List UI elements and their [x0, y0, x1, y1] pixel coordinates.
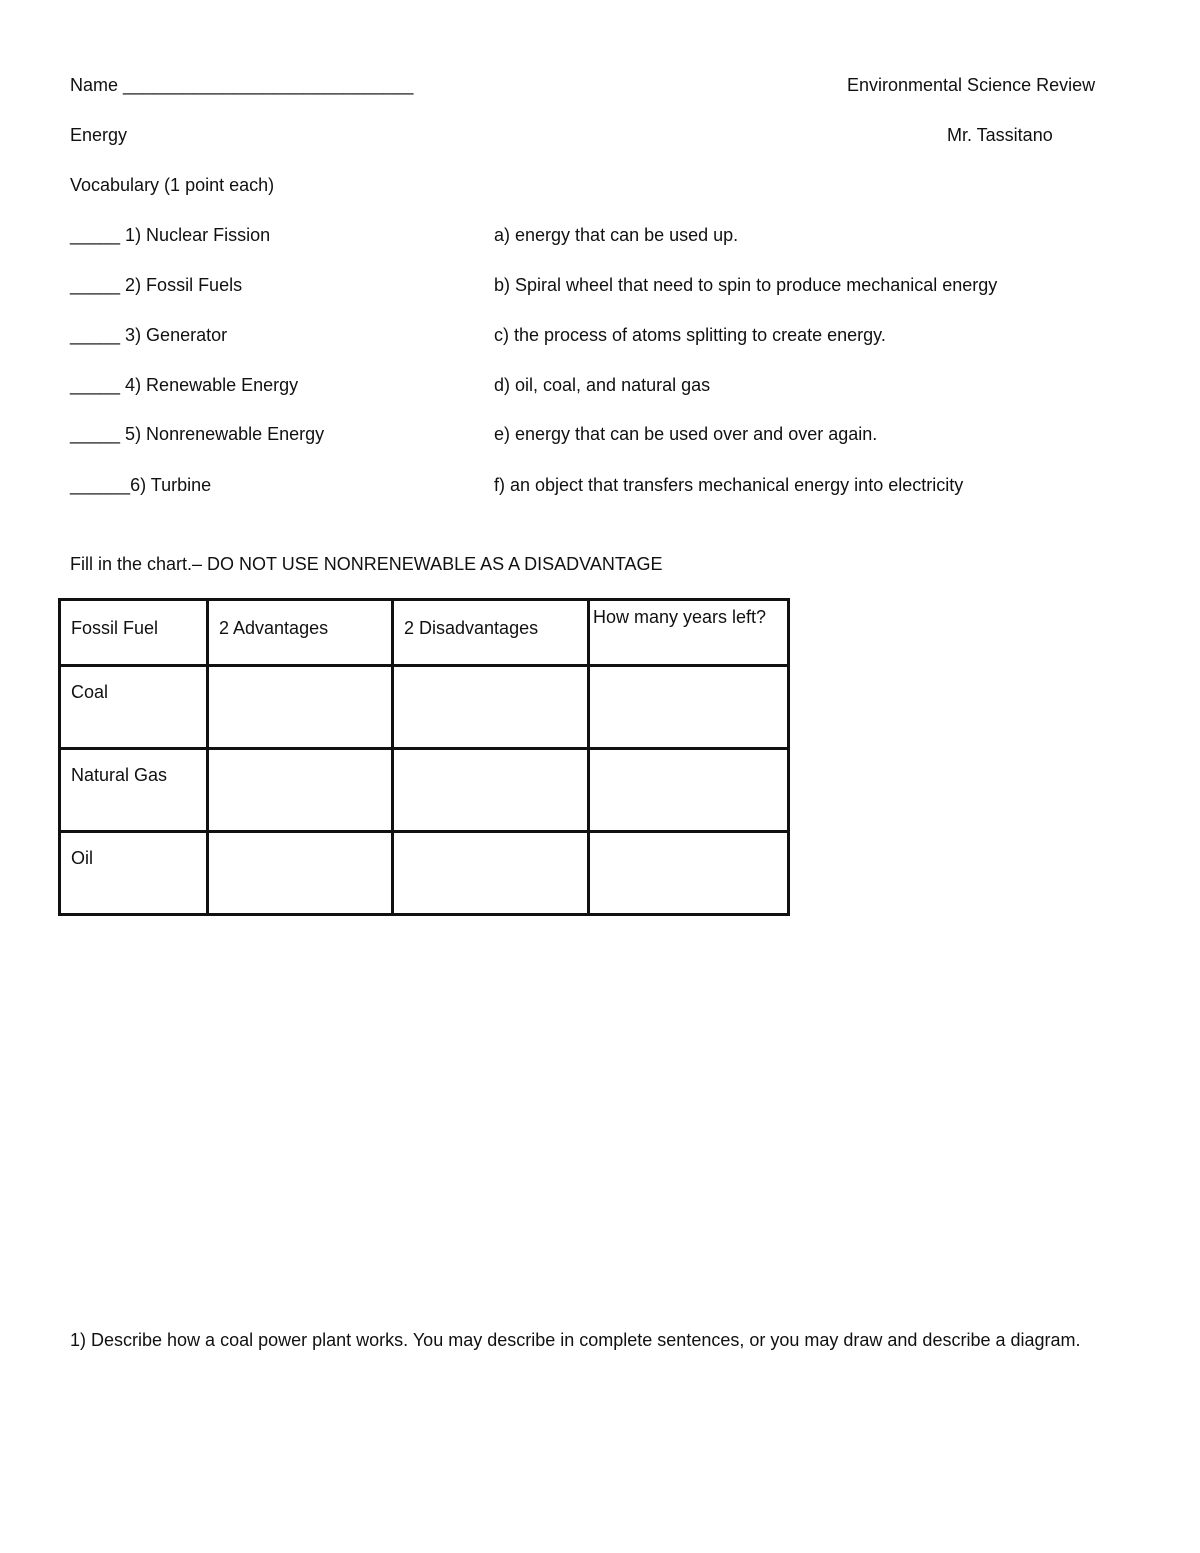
answer-cell[interactable]	[589, 749, 789, 832]
table-cell	[60, 832, 208, 915]
vocab-definition: c) the process of atoms splitting to create energy.	[494, 325, 886, 345]
answer-cell[interactable]	[393, 749, 589, 832]
table-cell	[60, 666, 208, 749]
column-header	[589, 600, 789, 666]
table-row	[60, 832, 789, 915]
vocab-definition: f) an object that transfers mechanical energy into electricity	[494, 475, 964, 495]
question-1: 1) Describe how a coal power plant works. You may describe in complete sentences, or you may draw and describe a diagram.	[70, 1330, 1081, 1350]
vocab-term: _____ 4) Renewable Energy	[70, 375, 299, 395]
answer-cell[interactable]	[589, 666, 789, 749]
answer-text	[209, 750, 391, 764]
table-row	[60, 666, 789, 749]
column-header-label: How many years left?	[593, 607, 767, 627]
answer-text	[590, 833, 787, 847]
column-header	[60, 600, 208, 666]
course-title: Environmental Science Review	[847, 75, 1096, 95]
answer-cell[interactable]	[208, 749, 393, 832]
row-label: Coal	[71, 682, 109, 702]
fossil-fuel-table	[58, 598, 790, 916]
column-header	[208, 600, 393, 666]
column-header-label: 2 Disadvantages	[404, 618, 539, 638]
answer-cell[interactable]	[208, 832, 393, 915]
vocab-definition: b) Spiral wheel that need to spin to produce mechanical energy	[494, 275, 998, 295]
column-header-label: 2 Advantages	[219, 618, 329, 638]
vocab-term: _____ 5) Nonrenewable Energy	[70, 424, 325, 444]
vocab-term: ______6) Turbine	[70, 475, 212, 495]
answer-cell[interactable]	[393, 666, 589, 749]
vocab-definition: e) energy that can be used over and over again.	[494, 424, 878, 444]
column-header-label: Fossil Fuel	[71, 618, 159, 638]
answer-cell[interactable]	[393, 832, 589, 915]
answer-cell[interactable]	[208, 666, 393, 749]
vocab-term: _____ 3) Generator	[70, 325, 228, 345]
vocabulary-heading: Vocabulary (1 point each)	[70, 175, 275, 195]
answer-cell[interactable]	[589, 832, 789, 915]
teacher-name: Mr. Tassitano	[947, 125, 1053, 145]
answer-text	[209, 667, 391, 681]
column-header	[393, 600, 589, 666]
vocab-definition: d) oil, coal, and natural gas	[494, 375, 711, 395]
table-row	[60, 749, 789, 832]
table-header-row	[60, 600, 789, 666]
vocab-term: _____ 2) Fossil Fuels	[70, 275, 243, 295]
answer-text	[590, 750, 787, 764]
unit-title: Energy	[70, 125, 128, 145]
row-label: Oil	[71, 848, 93, 868]
vocab-term: _____ 1) Nuclear Fission	[70, 225, 271, 245]
answer-text	[394, 833, 587, 847]
answer-text	[394, 750, 587, 764]
answer-text	[209, 833, 391, 847]
answer-text	[394, 667, 587, 681]
vocab-definition: a) energy that can be used up.	[494, 225, 739, 245]
chart-instruction: Fill in the chart.– DO NOT USE NONRENEWABLE AS A DISADVANTAGE	[70, 554, 663, 574]
table-cell	[60, 749, 208, 832]
name-field-label: Name _____________________________	[70, 75, 414, 95]
row-label: Natural Gas	[71, 765, 168, 785]
answer-text	[590, 667, 787, 681]
